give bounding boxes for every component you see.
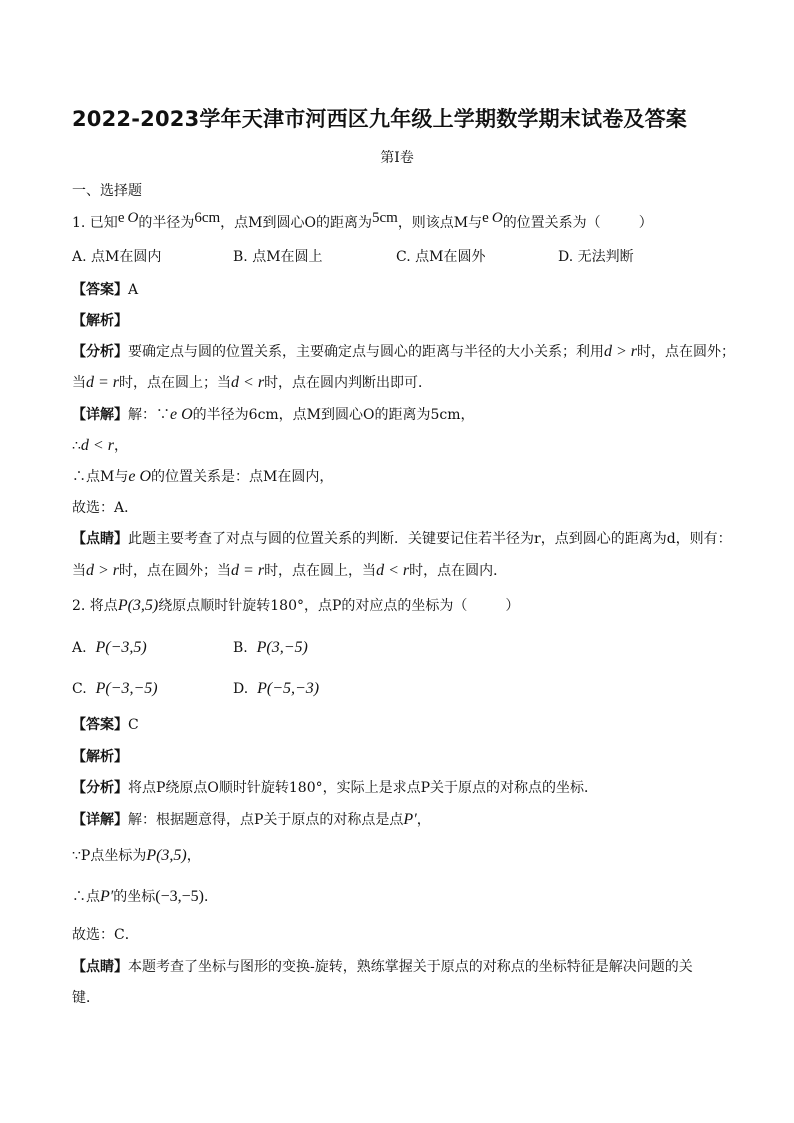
q1-dianjing-line1: 【点睛】此题主要考查了对点与圆的位置关系的判断．关键要记住若半径为r，点到圆心的距离为d，则有：: [72, 531, 732, 547]
q2-answer: 【答案】C: [72, 717, 139, 733]
question-2-stem: 2. 将点P(3,5)绕原点顺时针旋转180°，点P的对应点的坐标为（ ）: [72, 597, 520, 614]
q2-option-a: A. P(−3,5): [72, 639, 147, 656]
radius-value: 6cm: [194, 210, 221, 226]
q2-option-b: B. P(3,−5): [233, 639, 308, 656]
q2-xiangjie-line2: ∵P点坐标为P(3,5)，: [72, 847, 201, 864]
q1-answer: 【答案】A: [72, 282, 139, 298]
q1-dianjing-line2: 当d > r时，点在圆外；当d = r时，点在圆上，当d < r时，点在圆内．: [72, 562, 508, 579]
q1-option-b: B. 点M在圆上: [233, 249, 323, 265]
question-1-stem: 1. 已知e O的半径为6cm，点M到圆心O的距离为5cm，则该点M与e O的位置关系为（ ）: [72, 210, 653, 231]
point-p: P(3,5): [117, 597, 159, 614]
q1-option-d: D. 无法判断: [558, 249, 634, 265]
q1-xiangjie-line1: 【详解】解：∵e O的半径为6cm，点M到圆心O的距离为5cm，: [72, 406, 475, 423]
q2-dianjing-line2: 键．: [72, 990, 100, 1006]
q1-option-a: A. 点M在圆内: [72, 249, 162, 265]
q1-xiangjie-line4: 故选：A．: [72, 500, 139, 516]
q1-xiangjie-line2: ∴d < r，: [72, 437, 128, 454]
paper-volume-label: 第Ⅰ卷: [380, 150, 414, 166]
q1-fenxi-line2: 当d = r时，点在圆上；当d < r时，点在圆内判断出即可．: [72, 374, 433, 391]
circle-symbol: e O: [482, 210, 503, 226]
page-title: 2022-2023学年天津市河西区九年级上学期数学期末试卷及答案: [72, 107, 688, 131]
distance-value: 5cm: [371, 210, 398, 226]
q2-option-c: C. P(−3,−5): [72, 680, 158, 697]
q1-stem-text: 1. 已知: [72, 215, 118, 231]
q1-option-c: C. 点M在圆外: [396, 249, 486, 265]
q2-analysis-label: 【解析】: [72, 749, 128, 765]
q2-xiangjie-line4: 故选：C．: [72, 927, 139, 943]
q1-fenxi-line1: 【分析】要确定点与圆的位置关系，主要确定点与圆心的距离与半径的大小关系；利用d > r时，点在圆外；: [72, 343, 736, 360]
q2-dianjing-line1: 【点睛】本题考查了坐标与图形的变换-旋转，熟练掌握关于原点的对称点的坐标特征是解决问题的关: [72, 959, 693, 975]
circle-symbol: e O: [117, 210, 139, 226]
section-heading: 一、选择题: [72, 183, 142, 199]
q2-fenxi: 【分析】将点P绕原点O顺时针旋转180°，实际上是求点P关于原点的对称点的坐标．: [72, 780, 599, 796]
q1-xiangjie-line3: ∴点M与e O的位置关系是：点M在圆内，: [72, 468, 334, 485]
q1-analysis-label: 【解析】: [72, 313, 128, 329]
q2-xiangjie-line3: ∴点P′的坐标(−3,−5)．: [72, 888, 218, 905]
q2-xiangjie-line1: 【详解】解：根据题意得，点P关于原点的对称点是点P′，: [72, 811, 431, 828]
q2-option-d: D. P(−5,−3): [233, 680, 320, 697]
